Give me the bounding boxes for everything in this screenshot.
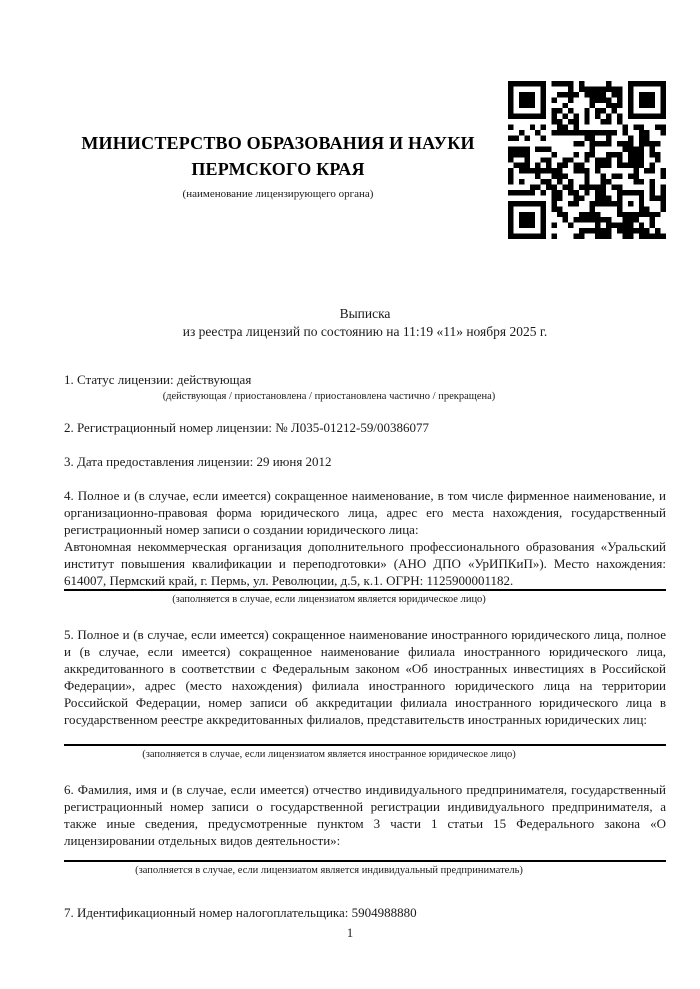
item-foreign-entity xyxy=(64,626,666,761)
legal-entity-question: 4. Полное и (в случае, если имеется) сокращенное наименование, в том числе фирменное наименование, и организационно-правовая форма юридического лица, адрес его места нахождения, государственный регистрационный номер записи о создании юридического лица: xyxy=(64,488,666,537)
foreign-entity-question: 5. Полное и (в случае, если имеется) сокращенное наименование иностранного юридического лица, полное и (в случае, если имеется) сокращенное наименование филиала иностранного юридического лица, аккредитованного в соответствии с Федеральным законом «Об иностранных инвестициях в Российской Федерации», адрес (место нахождения) филиала иностранного юридического лица на территории Российской Федерации, номер записи об аккредитации филиала иностранного юридического лица в государственном реестре аккредитованных филиалов, представительств иностранных юридических лиц: xyxy=(64,627,666,727)
item-taxpayer-id: 7. Идентификационный номер налогоплательщика: 5904988880 xyxy=(64,905,417,920)
document-title-line2: из реестра лицензий по состоянию на 11:19 «11» ноября 2025 г. xyxy=(182,324,548,339)
item-license-status xyxy=(64,371,666,403)
ministry-name-line1: МИНИСТЕРСТВО ОБРАЗОВАНИЯ И НАУКИ xyxy=(81,133,475,153)
individual-entrepreneur-question: 6. Фамилия, имя и (в случае, если имеется) отчество индивидуального предпринимателя, государственный регистрационный номер записи о государственной регистрации индивидуального предпринимателя, а также иные сведения, предусмотренные пунктом 3 части 1 статьи 15 Федерального закона «О лицензировании отдельных видов деятельности»: xyxy=(64,782,666,848)
license-status-options-caption: (действующая / приостановлена / приостановлена частично / прекращена) xyxy=(162,391,496,402)
ministry-name-line2: ПЕРМСКОГО КРАЯ xyxy=(191,159,365,179)
document-title-line1: Выписка xyxy=(339,306,391,321)
ministry-name xyxy=(64,130,492,182)
document-content xyxy=(64,0,666,921)
item-legal-entity xyxy=(64,487,666,606)
licensing-authority-header xyxy=(64,130,492,201)
item-individual-entrepreneur xyxy=(64,781,666,877)
document-title xyxy=(64,305,666,341)
license-status-text: 1. Статус лицензии: действующая xyxy=(64,372,252,387)
page-number: 1 xyxy=(346,926,354,940)
items-list xyxy=(64,371,666,921)
legal-entity-caption: (заполняется в случае, если лицензиатом является юридическое лицо) xyxy=(172,594,486,605)
ministry-caption: (наименование лицензирующего органа) xyxy=(182,188,374,200)
blank-field-line xyxy=(64,589,666,591)
blank-field-line xyxy=(64,744,666,746)
legal-entity-value: Автономная некоммерческая организация дополнительного профессионального образования «Уральский институт повышения квалификации и переподготовки» (АНО ДПО «УрИПКиП»). Место нахождения: 614007, Пермский край, г. Пермь, ул. Революции, д.5, к.1. ОГРН: 1125900001182. xyxy=(64,539,666,588)
blank-field-line xyxy=(64,860,666,862)
individual-entrepreneur-caption: (заполняется в случае, если лицензиатом является индивидуальный предприниматель) xyxy=(135,865,523,876)
foreign-entity-caption: (заполняется в случае, если лицензиатом является иностранное юридическое лицо) xyxy=(142,749,516,760)
item-registration-number: 2. Регистрационный номер лицензии: № Л035-01212-59/00386077 xyxy=(64,420,430,435)
item-license-grant-date: 3. Дата предоставления лицензии: 29 июня 2012 xyxy=(64,454,332,469)
